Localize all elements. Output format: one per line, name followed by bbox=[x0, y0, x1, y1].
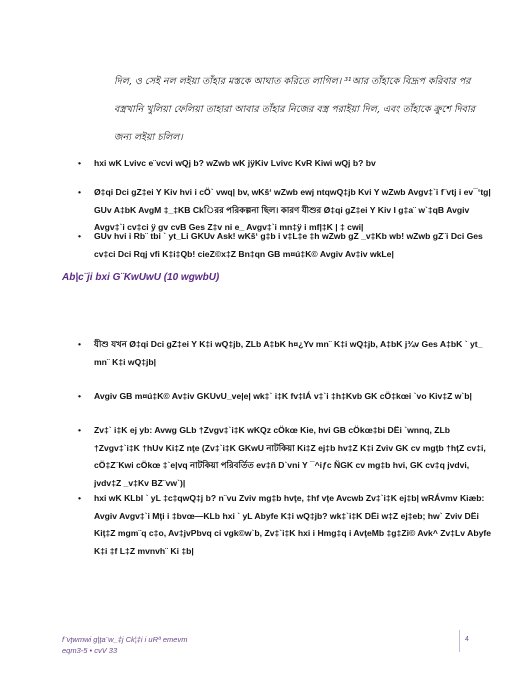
bullet-text: Ø‡qi Dci gZ‡ei Y Kiv hvi i cÖ` vwq| bv, wKš‘ wZwb ewj ntqwQ‡jb Kvi Y wZwb Avgv‡`i f¨vtj i ev¯‘tg| GUv A‡bK AvgM ‡_‡KB Ckিরর পরিকল্পনা ছিল। কারণ যীশুর Ø‡qi gZ‡ei Y Kiv I g‡a¨ w`‡qB Avgiv Avgv‡`i cv‡ci ÿ gv cvB Ges Z‡v ni e_ Avgv‡`i mn‡ÿ i mf|‡K | ‡ cwi| bbox=[94, 187, 491, 232]
section-heading: Ab|c¨ji bxi G¨KwUwU (10 wgwbU) bbox=[62, 272, 220, 283]
page-footer bbox=[62, 634, 187, 656]
bullet-text: যীশু যখন Ø‡qi Dci gZ‡ei Y K‡i wQ‡jb, ZLb A‡bK h¤¿Yv mn¨ K‡i wQ‡jb, A‡bK j¾v Ges A‡bK ` yt_ mn¨ K‡i wQ‡jb| bbox=[94, 339, 483, 367]
bullet-item bbox=[78, 336, 498, 371]
bullet-dot: • bbox=[78, 158, 82, 168]
bullet-item bbox=[78, 422, 498, 492]
bullet-dot: • bbox=[78, 187, 82, 197]
bullet-text: Avgiv GB m¤ú‡K© Av‡iv GKUvU_ve|e| wk‡` i‡K fv‡lÁ v‡`i ‡h‡Kvb GK cÖ‡kœi `vo Kiv‡Z w`b| bbox=[94, 391, 472, 401]
bullet-dot: • bbox=[78, 391, 82, 401]
bullet-item bbox=[78, 388, 498, 406]
bullet-text: hxi wK KLbI ` yL ‡c‡qwQ‡j b? n¨vu Zviv mg‡b hvţe, ‡hf vţe Avcwb Zv‡`i‡K ej‡b| wRÁvmv Kiæb: Avgiv Avgv‡`i Mţi i ‡bvœ—KLb hxi ` yL Abyfe K‡i wQ‡jb? wk‡`i‡K DËi w‡Z ej‡eb; hw` Zviv DËi Kiţ‡Z mgm¨q c‡o, Av‡jvPbvq ci vgk©w`b, Zv‡`i‡K hxi i Hmg‡q i AvţeMb ‡g‡Zi© Avk^ Zv‡Lv Abyfe K‡i ‡f L‡Z mvnvh¨ Ki ‡b| bbox=[94, 493, 492, 556]
footer-subtitle: eqm3-5 • cvV 33 bbox=[62, 646, 118, 655]
bullet-dot: • bbox=[78, 339, 82, 349]
intro-line-2: বস্ত্রখানি খুলিয়া ফেলিয়া তাহারা আবার তাঁহার নিজের বস্ত্র পরাইয়া দিল, এবং তাঁহাকে ক্রুশে দিবার bbox=[114, 104, 475, 115]
bullet-dot: • bbox=[78, 231, 82, 241]
bullet-item bbox=[78, 155, 498, 173]
bullet-dot: • bbox=[78, 493, 82, 503]
bullet-text: Zv‡` i‡K ej yb: Avwg GLb †Zvgv‡`i‡K wKQz cÖkœ Kie, hvi GB cÖkœ‡bi DËi `wnnq, ZLb †Zvgv‡`i‡K †hUv Ki‡Z nţe (Zv‡`i‡K GKwU নাটকিয়া Ki‡Z ej‡b hv‡Z K‡i Zviv GK cv mgţb †hţZ cv‡i, cÖ‡Z¨Kwi cÖkœ ‡`e|vq নাটকিয়া পরিবর্তিত ev‡ñ D`vni Y ¯^iƒc ÑGK cv mg‡b hvi, GK cv‡q jvdvi, jvdv‡Z _v‡Kv BZ¨vw`)| bbox=[94, 425, 486, 488]
page-number: 4 bbox=[465, 636, 469, 643]
bullet-text: GUv hvi i Rb¨ tbi ` yt_Li GKUv Ask! wKš‘ g‡b i v‡L‡e ‡h wZwb gZ _v‡Kb wb! wZwb gZ¨i Dci Ges cv‡ci Dci Rqj vfi K‡i‡Qb! cieZ©x‡Z Bn‡qn GB m¤ú‡K© Avgiv Av‡iv wkLe| bbox=[94, 231, 483, 259]
bullet-dot: • bbox=[78, 425, 82, 435]
bullet-item bbox=[78, 228, 498, 263]
footer-divider bbox=[459, 630, 460, 652]
bullet-text: hxi wK Lvivc e¨vcvi wQj b? wZwb wK jÿKiv Lvivc KvR Kiwi wQj b? bv bbox=[94, 158, 376, 168]
intro-line-3: জন্য লইয়া চলিল। bbox=[114, 132, 183, 143]
footer-title: f¨vţwmwi g|ţa¨w_‡j Ck¦‡i i uRª emevm bbox=[62, 635, 188, 644]
intro-line-1: দিল, ও সেই নল লইয়া তাঁহার মস্তকে আঘাত করিতে লাগিল। ³¹আর তাঁহাকে বিদ্রূপ করিবার পর bbox=[114, 76, 471, 87]
bullet-item bbox=[78, 490, 498, 560]
